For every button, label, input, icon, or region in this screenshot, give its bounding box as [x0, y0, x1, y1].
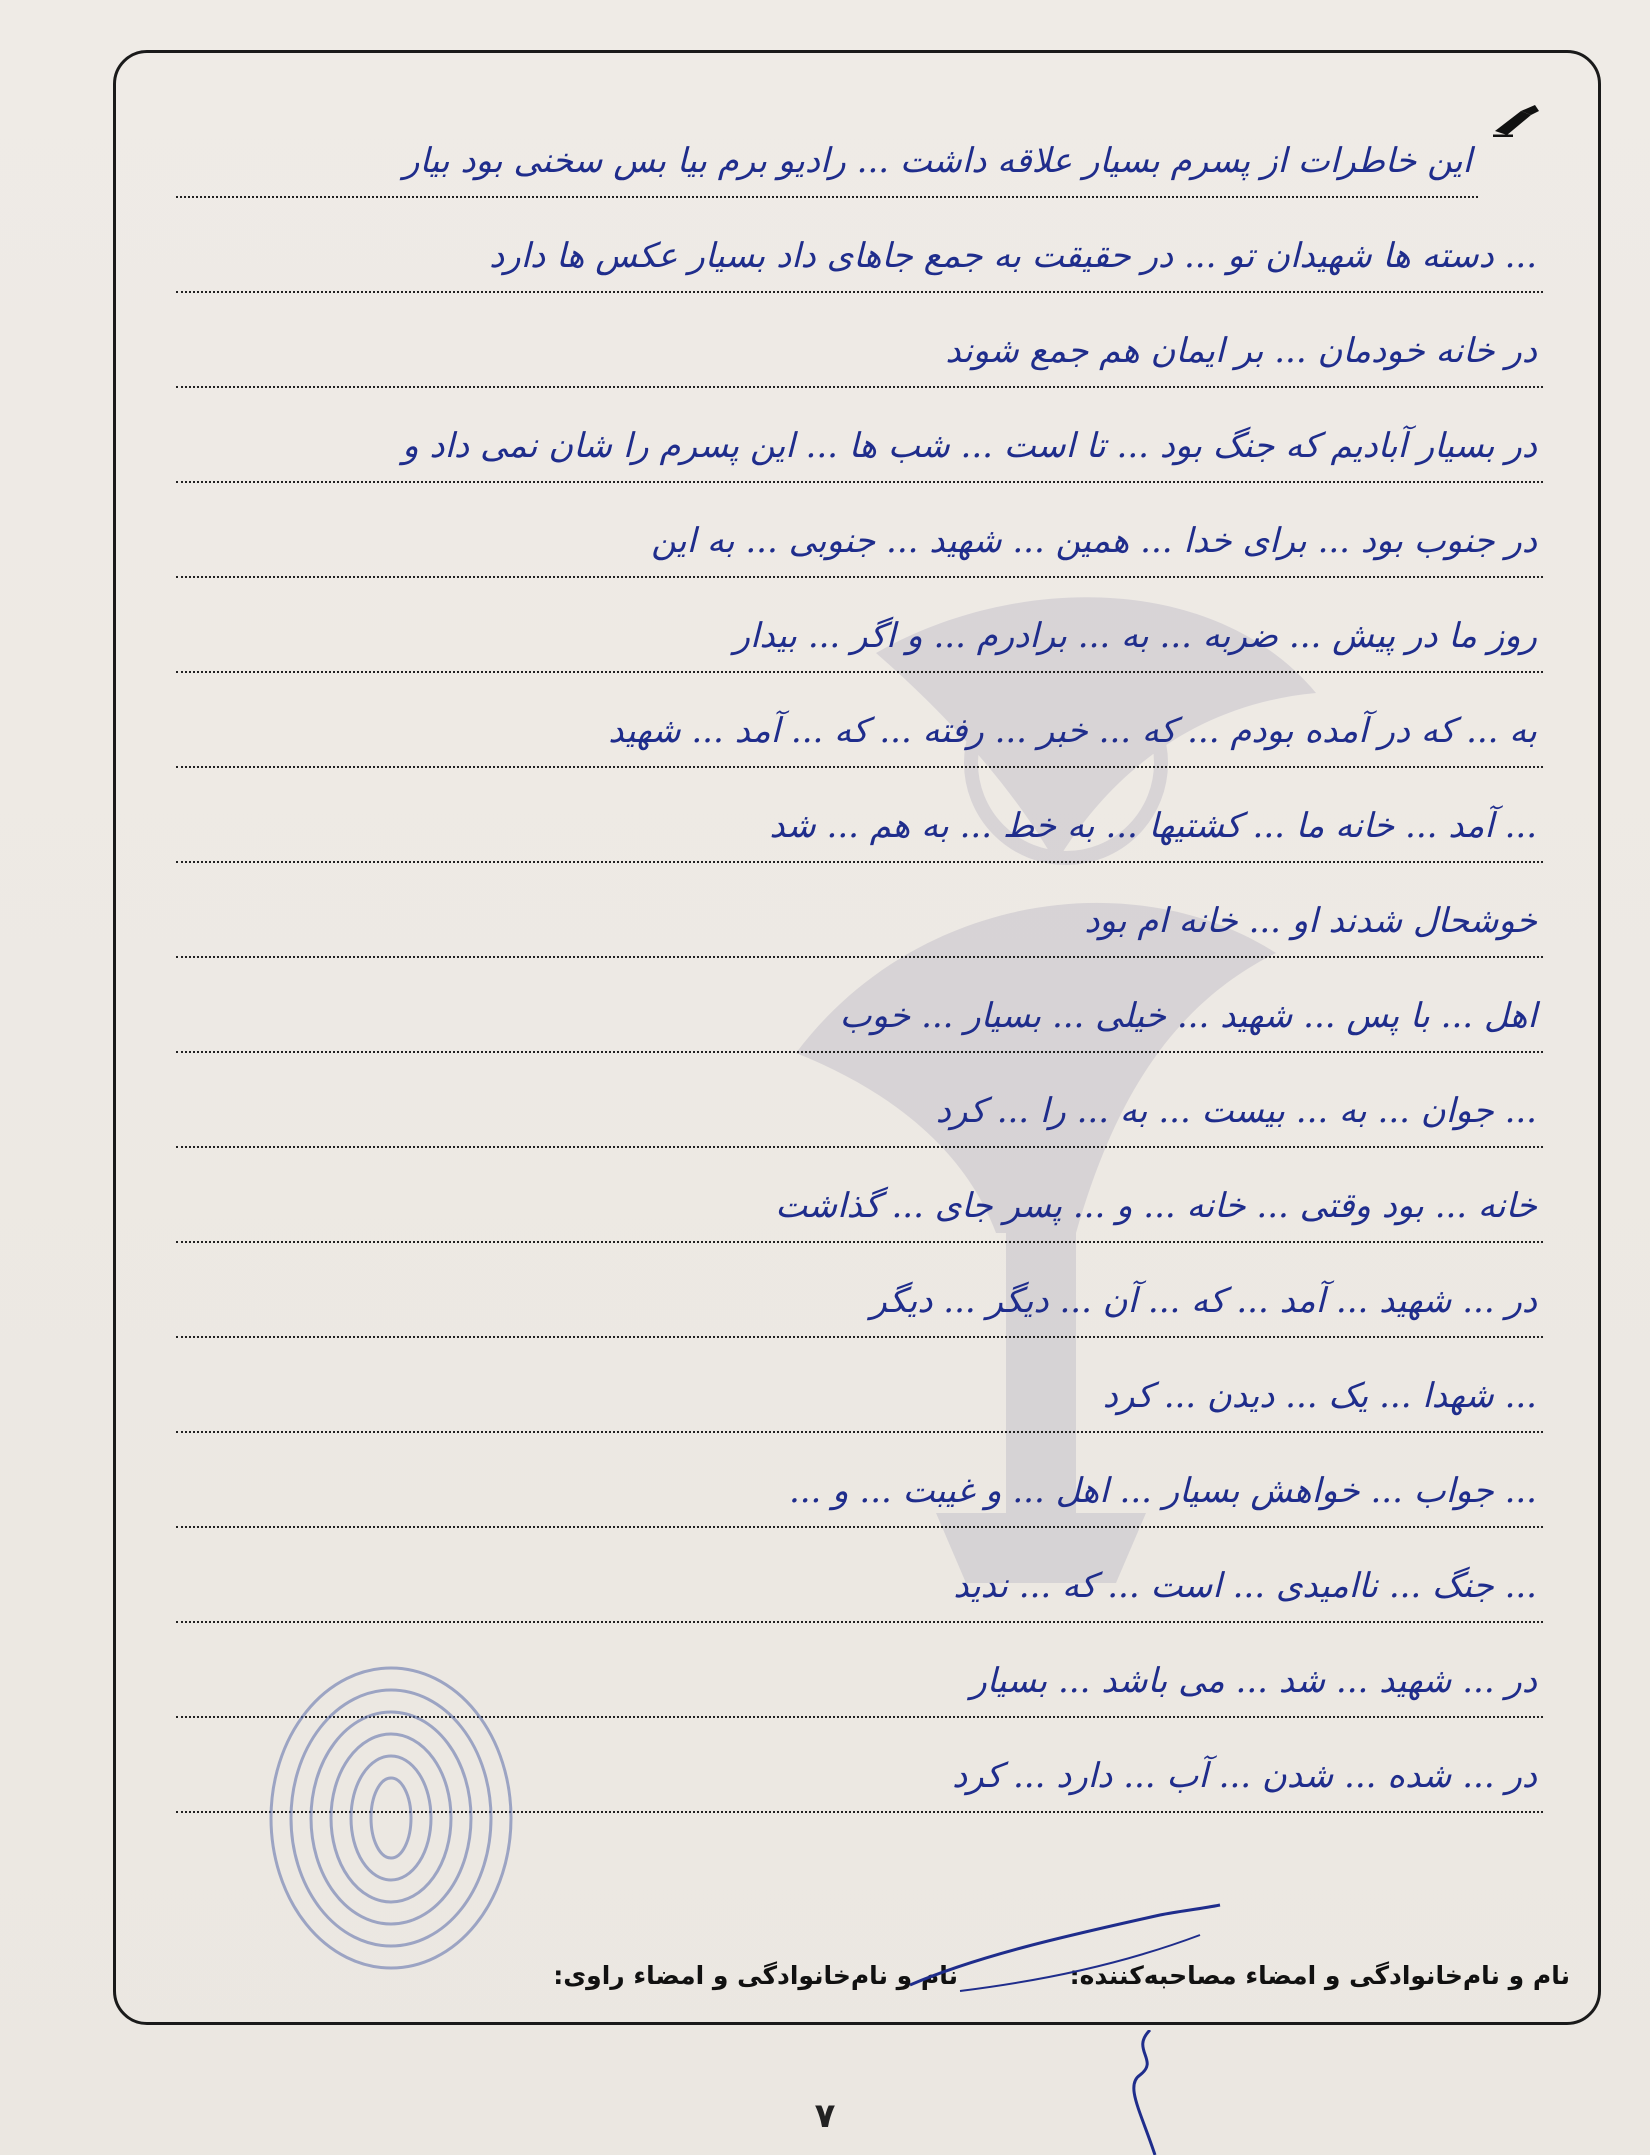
- handwritten-line-13: در ... شهید ... آمد ... که ... آن ... دیگر ... دیگر: [176, 1248, 1543, 1338]
- handwritten-line-7: به ... که در آمده بودم ... که ... خبر ... رفته ... که ... آمد ... شهید: [176, 678, 1543, 768]
- interviewer-signature-label: نام و نام‌خانوادگی و امضاء مصاحبه‌کننده:: [1069, 1961, 1570, 1990]
- handwritten-line-15: ... جواب ... خواهش بسیار ... اهل ... و غیبت ... و ...: [176, 1438, 1543, 1528]
- handwritten-line-8: ... آمد ... خانه ما ... کشتیها ... به خط ... به هم ... شد: [176, 773, 1543, 863]
- handwritten-line-17: در ... شهید ... شد ... می باشد ... بسیار: [176, 1628, 1543, 1718]
- handwritten-line-9: خوشحال شدند او ... خانه ام بود: [176, 868, 1543, 958]
- handwritten-line-18: در ... شده ... شدن ... آب ... دارد ... کرد: [176, 1723, 1543, 1813]
- signature-tail: [1120, 2030, 1180, 2155]
- handwritten-line-5: در جنوب بود ... برای خدا ... همین ... شهید ... جنوبی ... به این: [176, 488, 1543, 578]
- handwritten-line-4: در بسیار آبادیم که جنگ بود ... تا است ... شب ها ... این پسرم را شان نمی داد و: [176, 393, 1543, 483]
- handwritten-line-14: ... شهدا ... یک ... دیدن ... کرد: [176, 1343, 1543, 1433]
- handwritten-line-1: این خاطرات از پسرم بسیار علاقه داشت ... رادیو برم بیا بس سخنی بود بیار: [176, 108, 1478, 198]
- narrator-signature-label: نام و نام‌خانوادگی و امضاء راوی:: [553, 1961, 958, 1990]
- page-number: ۷: [814, 2096, 836, 2136]
- handwritten-line-2: ... دسته ها شهیدان تو ... در حقیقت به جمع جاهای داد بسیار عکس ها دارد: [176, 203, 1543, 293]
- writing-frame: [113, 50, 1601, 2025]
- signature-footer: [116, 1951, 1598, 2011]
- handwritten-line-3: در خانه خودمان ... بر ایمان هم جمع شوند: [176, 298, 1543, 388]
- handwritten-line-6: روز ما در پیش ... ضربه ... به ... برادرم ... و اگر ... بیدار: [176, 583, 1543, 673]
- handwritten-line-11: ... جوان ... به ... بیست ... به ... را ... کرد: [176, 1058, 1543, 1148]
- fingerprint-mark: [256, 1653, 526, 1983]
- handwritten-signature: [900, 1895, 1230, 2015]
- handwritten-line-16: ... جنگ ... ناامیدی ... است ... که ... ندید: [176, 1533, 1543, 1623]
- handwritten-line-10: اهل ... با پس ... شهید ... خیلی ... بسیار ... خوب: [176, 963, 1543, 1053]
- handwritten-line-12: خانه ... بود وقتی ... خانه ... و ... پسر جای ... گذاشت: [176, 1153, 1543, 1243]
